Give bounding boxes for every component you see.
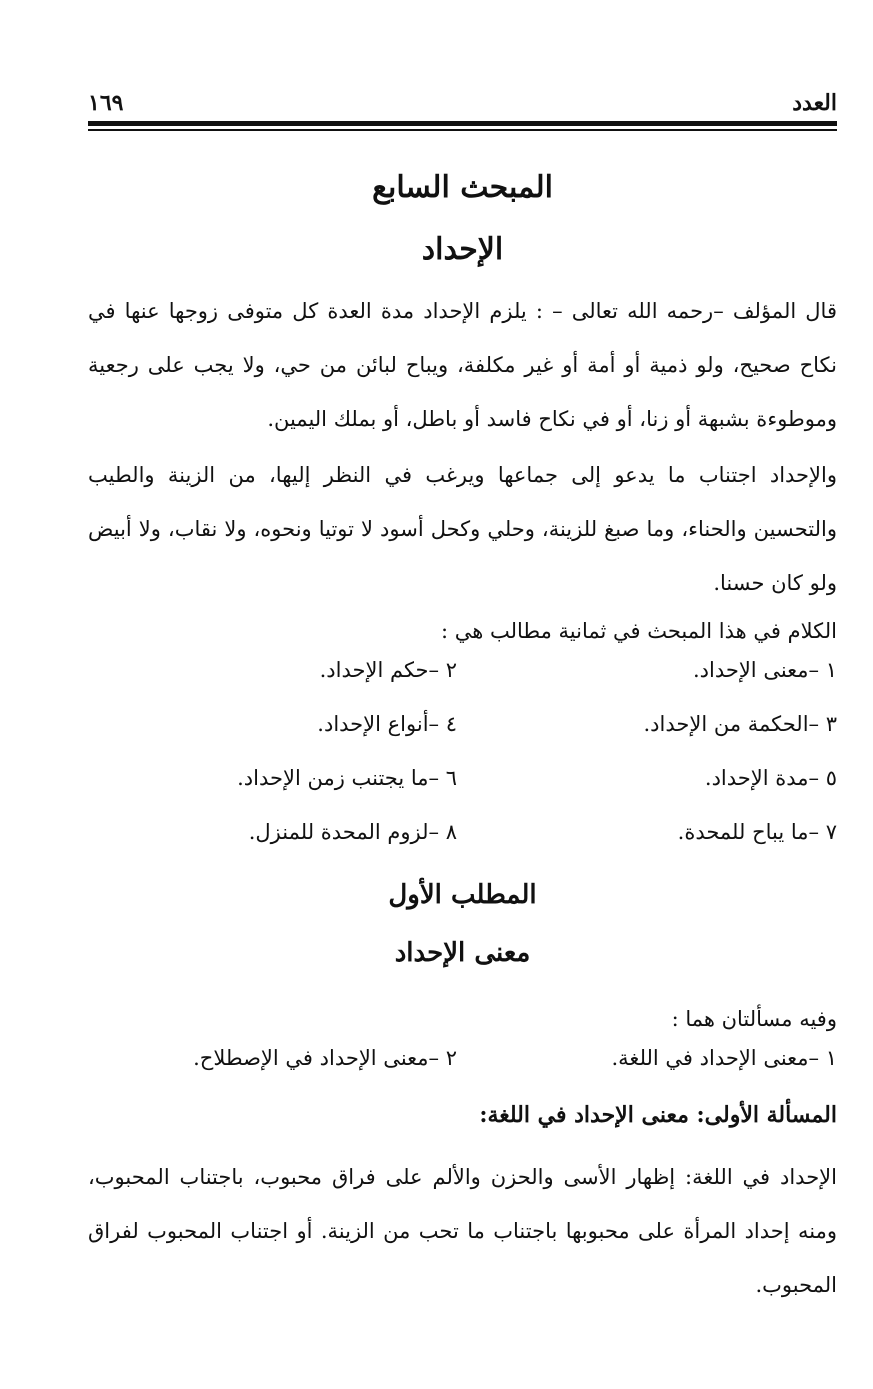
paragraph-3: الإحداد في اللغة: إظهار الأسى والحزن والألم على فراق محبوب، باجتناب المحبوب، ومنه إحداد المرأة على محبوبها باجتناب ما تحب من الزينة. أو اجتناب المحبوب لفراق المحبوب. (88, 1165, 837, 1297)
section-title: المبحث السابع (372, 170, 553, 205)
paragraph-1: قال المؤلف –رحمه الله تعالى – : يلزم الإحداد مدة العدة كل متوفى زوجها عنها في نكاح صحيح، ولو ذمية أو أمة أو غير مكلفة، ويباح لبائن من حي، ولا يجب على رجعية وموطوءة بشبهة أو زنا، أو في نكاح فاسد أو باطل، أو بملك اليمين. (88, 299, 837, 431)
header-rule (88, 121, 837, 126)
questions-list (88, 1046, 837, 1100)
topic-item: ٢ –حكم الإحداد. (319, 658, 457, 682)
topics-row (88, 820, 837, 874)
subsection-title: المطلب الأول (388, 880, 537, 910)
topics-row (88, 712, 837, 766)
questions-intro: وفيه مسألتان هما : (671, 1007, 837, 1031)
question-item: ١ –معنى الإحداد في اللغة. (611, 1046, 837, 1070)
topics-row (88, 766, 837, 820)
questions-row (88, 1046, 837, 1100)
page-number: ١٦٩ (88, 90, 124, 116)
intro-line: الكلام في هذا المبحث في ثمانية مطالب هي : (440, 619, 837, 643)
topic-item: ١ –معنى الإحداد. (692, 658, 837, 682)
topic-item: ٣ –الحكمة من الإحداد. (643, 712, 837, 736)
topic-item: ٨ –لزوم المحدة للمنزل. (248, 820, 457, 844)
question-item: ٢ –معنى الإحداد في الإصطلاح. (193, 1046, 457, 1070)
topics-row (88, 658, 837, 712)
topic-item: ٦ –ما يجتنب زمن الإحداد. (237, 766, 457, 790)
header-rule-thin (88, 129, 837, 131)
topic-item: ٧ –ما يباح للمحدة. (677, 820, 837, 844)
topic-item: ٤ –أنواع الإحداد. (317, 712, 457, 736)
paragraph-2: والإحداد اجتناب ما يدعو إلى جماعها ويرغب في النظر إليها، من الزينة والطيب والتحسين والحناء، وما صبغ للزينة، وحلي وكحل أسود لا توتيا ونحوه، ولا نقاب، ولا أبيض ولو كان حسنا. (88, 463, 837, 595)
subsection-subtitle: معنى الإحداد (394, 938, 531, 968)
running-header-title: العدد (792, 90, 837, 116)
topic-item: ٥ –مدة الإحداد. (704, 766, 837, 790)
question-1-heading: المسألة الأولى: معنى الإحداد في اللغة: (479, 1102, 837, 1128)
section-subtitle: الإحداد (421, 232, 504, 267)
running-header (88, 90, 837, 118)
topics-list (88, 658, 837, 874)
